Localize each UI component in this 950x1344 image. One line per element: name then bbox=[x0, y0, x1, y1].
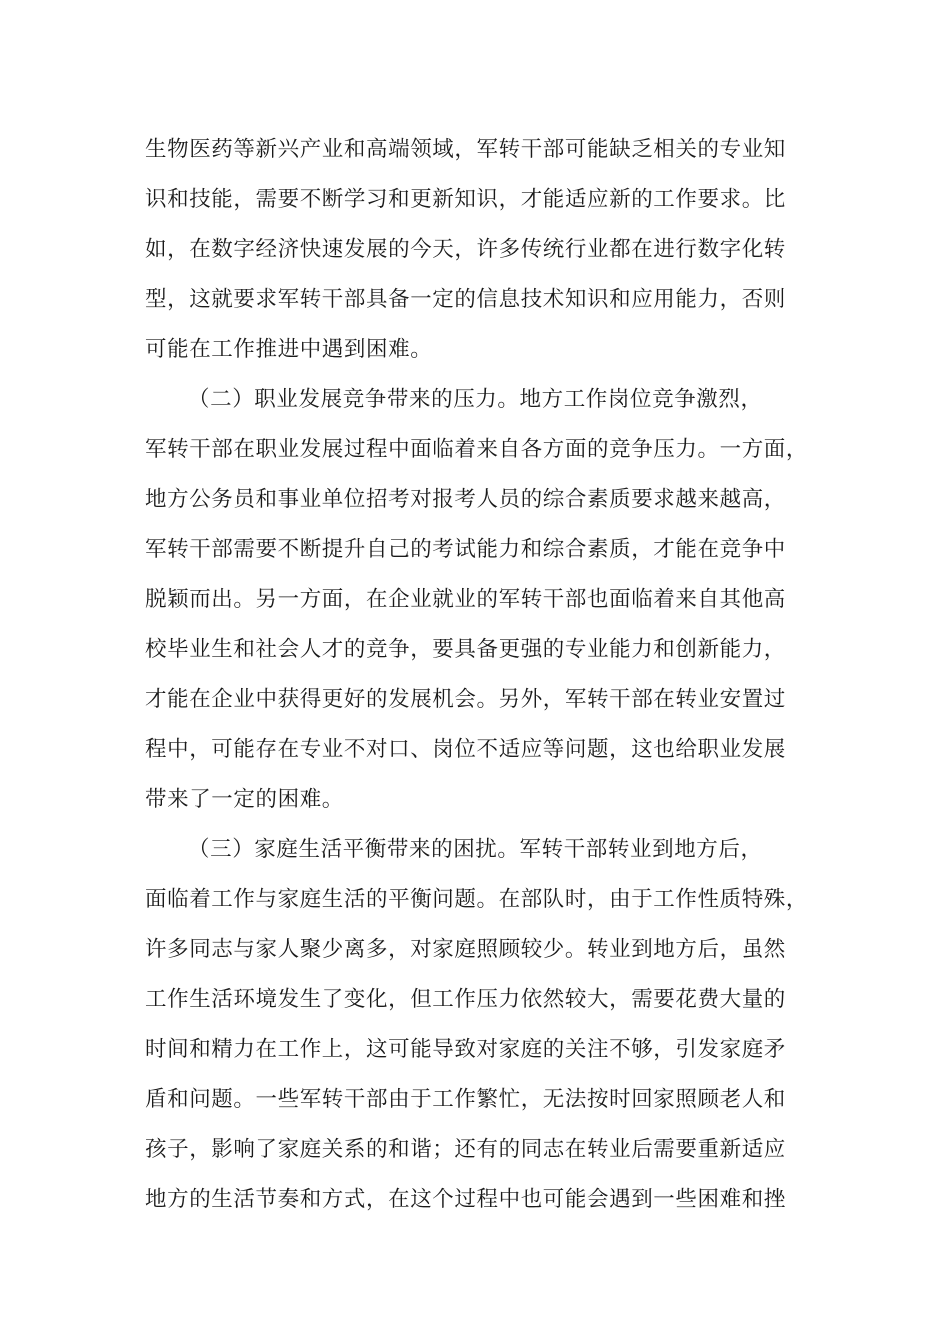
body-text-line: 地方公务员和事业单位招考对报考人员的综合素质要求越来越高， bbox=[145, 487, 786, 512]
section-heading-line: （三）家庭生活平衡带来的困扰。军转干部转业到地方后， bbox=[188, 837, 763, 862]
body-text-line: 带来了一定的困难。 bbox=[145, 787, 344, 812]
body-text-line: 可能在工作推进中遇到困难。 bbox=[145, 337, 433, 362]
body-text-line: 面临着工作与家庭生活的平衡问题。在部队时，由于工作性质特殊， bbox=[145, 887, 809, 912]
body-text-line: 盾和问题。一些军转干部由于工作繁忙，无法按时回家照顾老人和 bbox=[145, 1087, 786, 1112]
body-text-line: 生物医药等新兴产业和高端领域，军转干部可能缺乏相关的专业知 bbox=[145, 137, 786, 162]
body-text-line: 许多同志与家人聚少离多，对家庭照顾较少。转业到地方后，虽然 bbox=[145, 937, 786, 962]
body-text-line: 才能在企业中获得更好的发展机会。另外，军转干部在转业安置过 bbox=[145, 687, 786, 712]
section-heading-line: （二）职业发展竞争带来的压力。地方工作岗位竞争激烈， bbox=[188, 387, 763, 412]
body-text-line: 时间和精力在工作上，这可能导致对家庭的关注不够，引发家庭矛 bbox=[145, 1037, 786, 1062]
body-text-line: 军转干部在职业发展过程中面临着来自各方面的竞争压力。一方面， bbox=[145, 437, 809, 462]
body-text-line: 军转干部需要不断提升自己的考试能力和综合素质，才能在竞争中 bbox=[145, 537, 786, 562]
body-text-line: 脱颖而出。另一方面，在企业就业的军转干部也面临着来自其他高 bbox=[145, 587, 786, 612]
body-text-line: 孩子，影响了家庭关系的和谐；还有的同志在转业后需要重新适应 bbox=[145, 1137, 786, 1162]
body-text-line: 校毕业生和社会人才的竞争，要具备更强的专业能力和创新能力， bbox=[145, 637, 786, 662]
body-text-line: 识和技能，需要不断学习和更新知识，才能适应新的工作要求。比 bbox=[145, 187, 786, 212]
body-text-line: 工作生活环境发生了变化，但工作压力依然较大，需要花费大量的 bbox=[145, 987, 786, 1012]
body-text-line: 型，这就要求军转干部具备一定的信息技术知识和应用能力，否则 bbox=[145, 287, 786, 312]
body-text-line: 地方的生活节奏和方式，在这个过程中也可能会遇到一些困难和挫 bbox=[145, 1187, 786, 1212]
body-text-line: 程中，可能存在专业不对口、岗位不适应等问题，这也给职业发展 bbox=[145, 737, 786, 762]
body-text-line: 如，在数字经济快速发展的今天，许多传统行业都在进行数字化转 bbox=[145, 237, 786, 262]
